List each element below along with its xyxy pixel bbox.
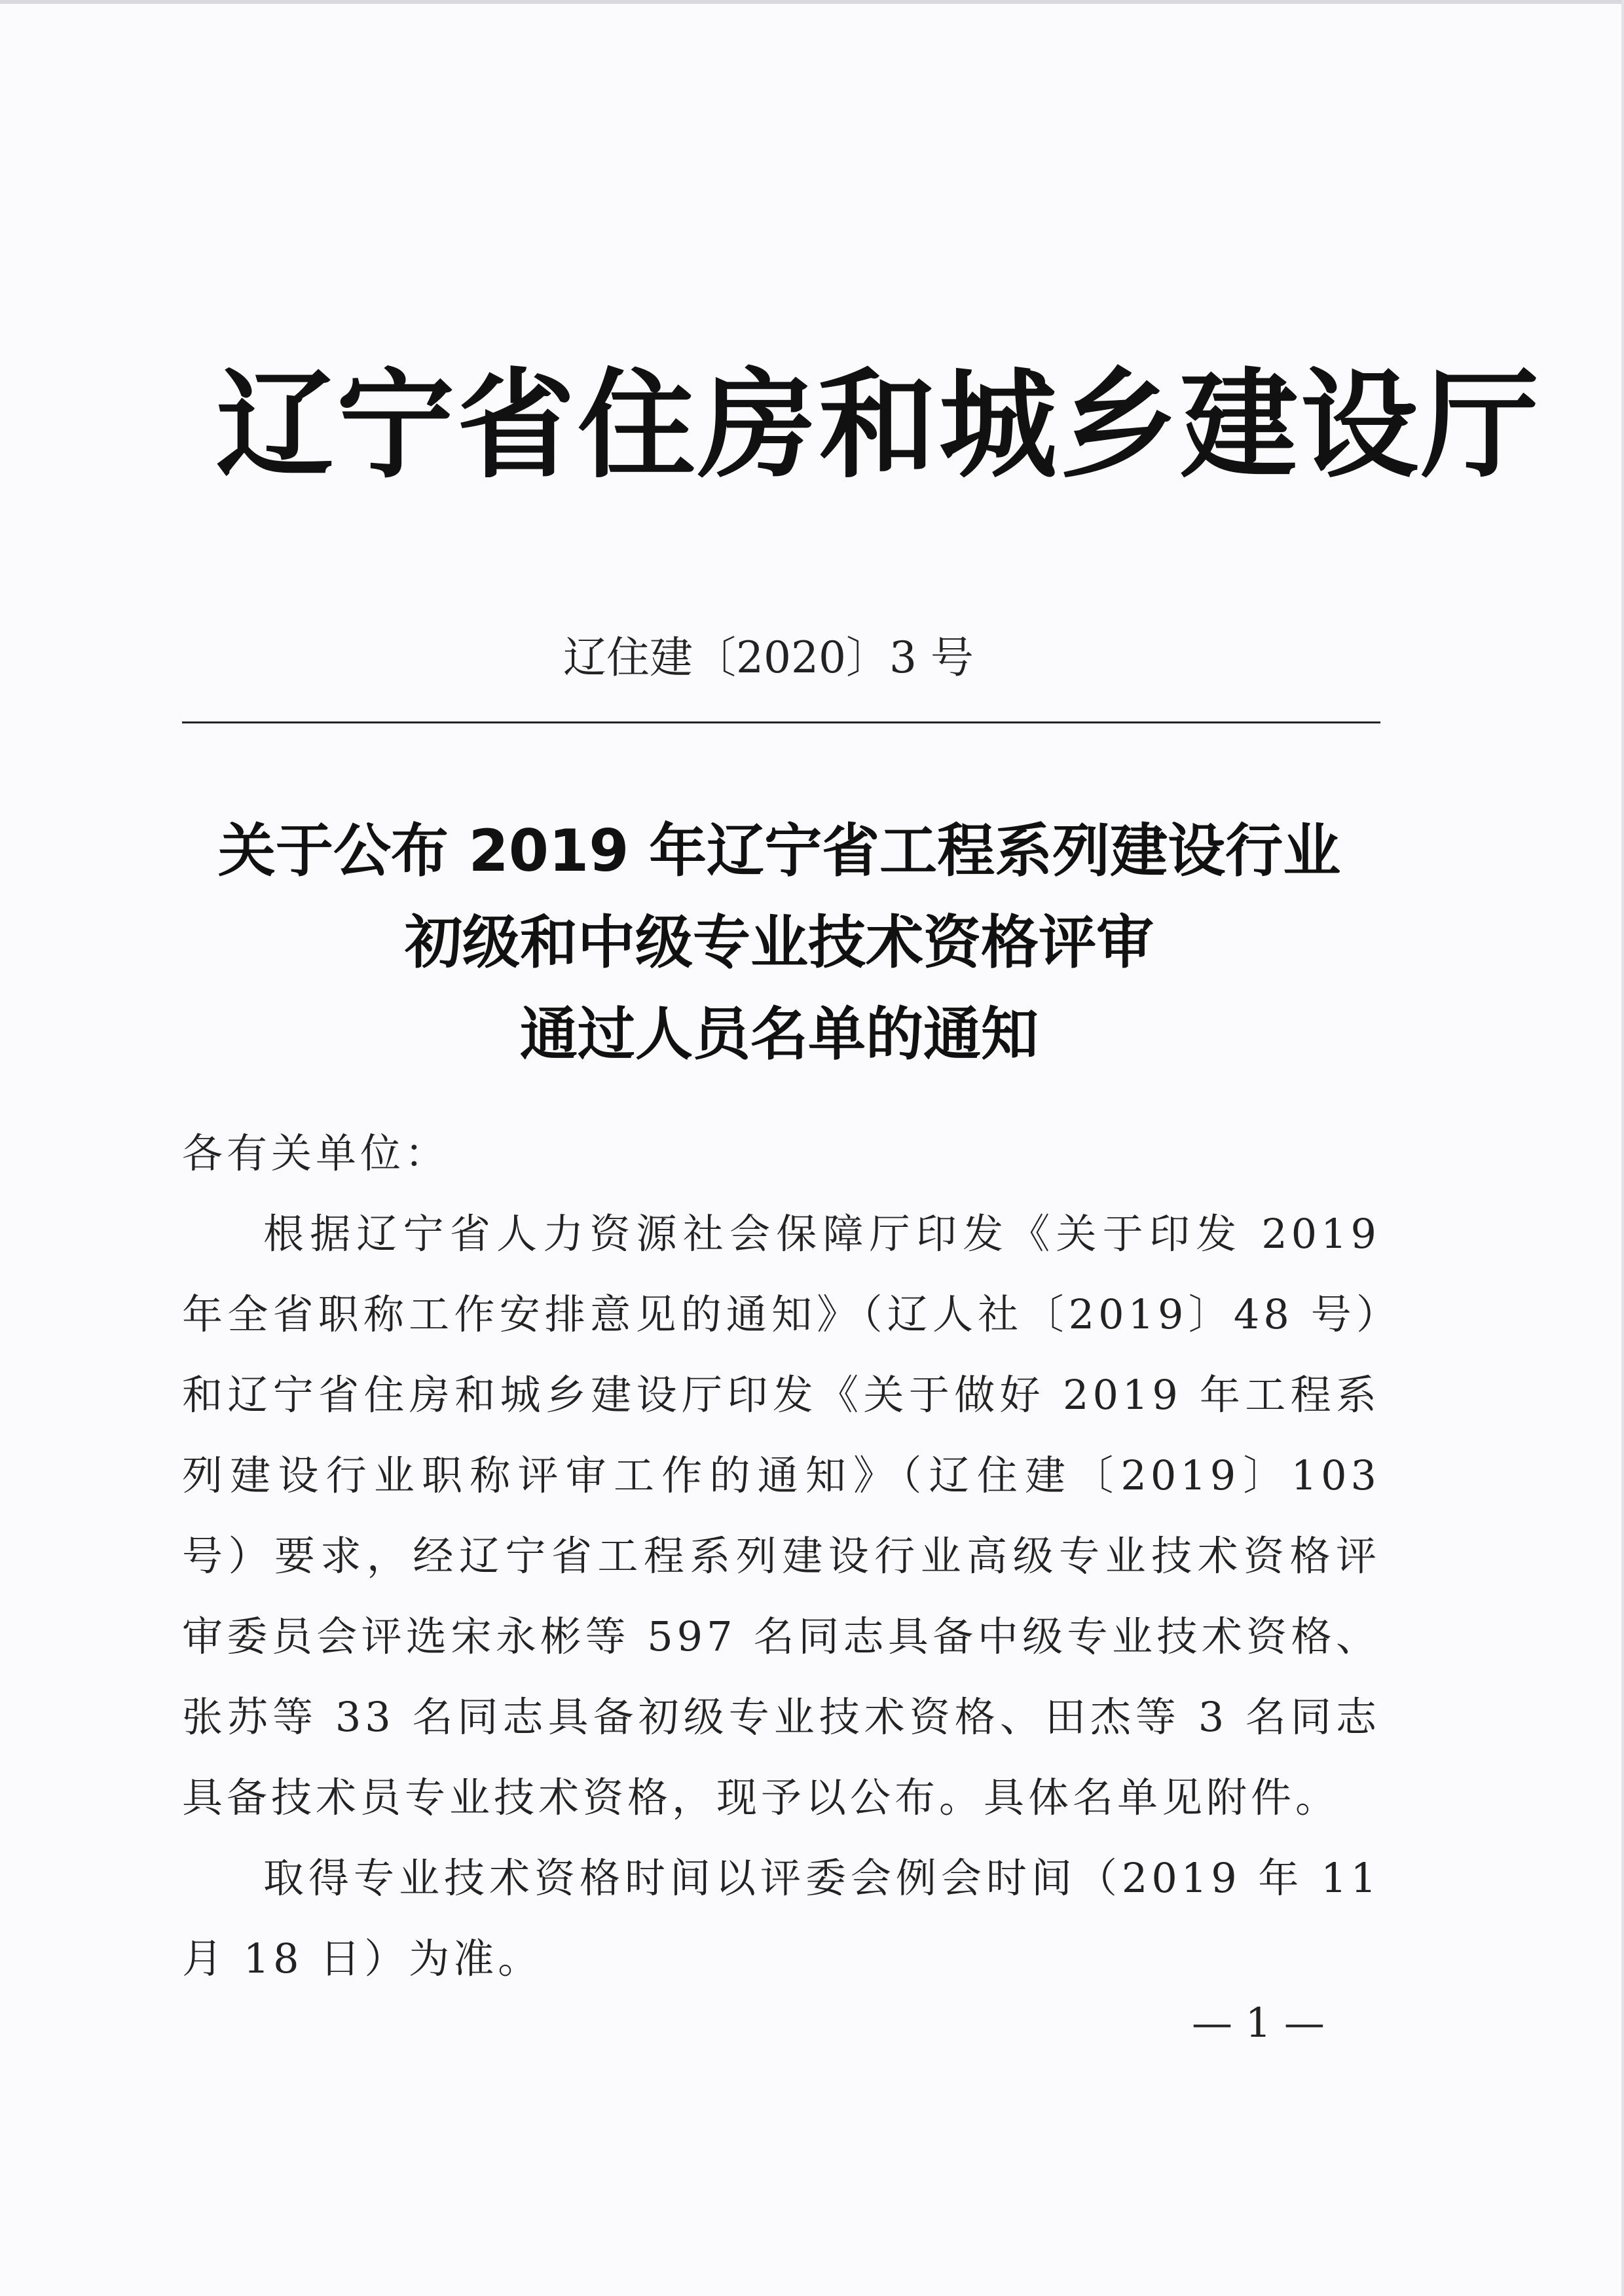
scan-edge-right <box>1621 0 1624 2296</box>
notice-title-line-1: 关于公布 2019 年辽宁省工程系列建设行业 <box>217 817 1341 884</box>
notice-title-line-2: 初级和中级专业技术资格评审 <box>404 909 1154 976</box>
notice-title <box>170 805 1388 1080</box>
body-paragraph-1: 根据辽宁省人力资源社会保障厅印发《关于印发 2019 年全省职称工作安排意见的通知》（辽人社〔2019〕48 号）和辽宁省住房和城乡建设厅印发《关于做好 2019 年工程系列建设行业职称评审工作的通知》（辽住建〔2019〕103 号）要求，经辽宁省工程系列建设行业高级专业技术资格评审委员会评选宋永彬等 597 名同志具备中级专业技术资格、张苏等 33 名同志具备初级专业技术资格、田杰等 3 名同志具备技术员专业技术资格，现予以公布。具体名单见附件。 <box>182 1210 1380 1821</box>
notice-title-line-3: 通过人员名单的通知 <box>519 1000 1039 1068</box>
page-number: — 1 — <box>1192 1999 1325 2047</box>
body-paragraph-2: 取得专业技术资格时间以评委会例会时间（2019 年 11 月 18 日）为准。 <box>182 1854 1380 1982</box>
notice-body <box>182 1113 1380 1999</box>
salutation: 各有关单位： <box>182 1129 450 1177</box>
header-divider <box>182 721 1380 723</box>
scan-edge-top <box>0 0 1624 4</box>
issuing-organization-title: 辽宁省住房和城乡建设厅 <box>216 356 1542 494</box>
document-number: 辽住建〔2020〕3 号 <box>563 632 974 683</box>
